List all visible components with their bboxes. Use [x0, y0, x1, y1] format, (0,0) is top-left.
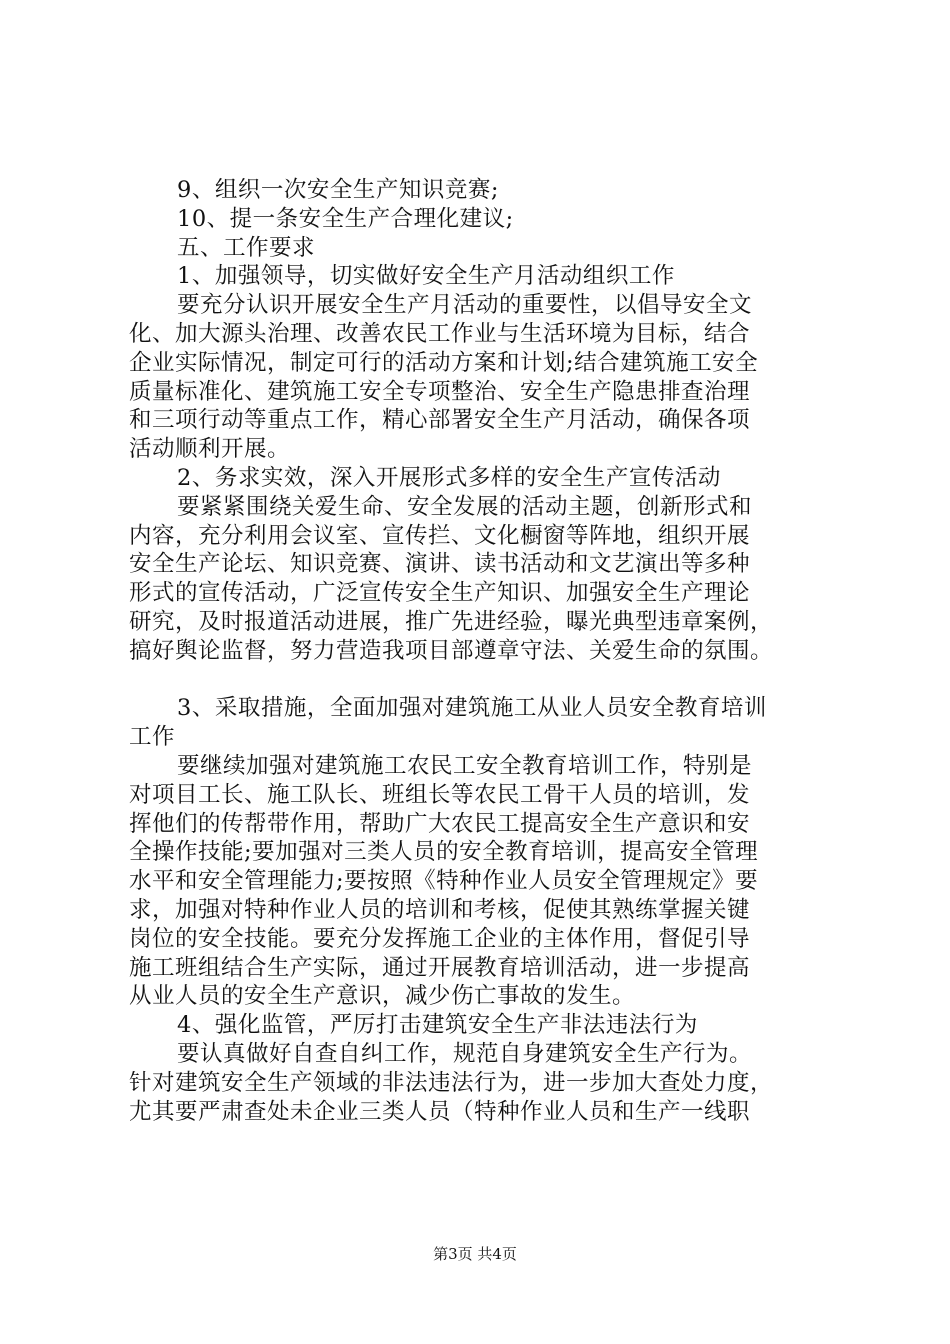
text-line: 针对建筑安全生产领域的非法违法行为，进一步加大查处力度， [129, 1069, 774, 1096]
text-line: 岗位的安全技能。要充分发挥施工企业的主体作用，督促引导 [129, 925, 751, 952]
text-line: 形式的宣传活动，广泛宣传安全生产知识、加强安全生产理论 [129, 580, 751, 607]
text-line: 9、组织一次安全生产知识竞赛; [177, 177, 499, 203]
text-line: 化、加大源头治理、改善农民工作业与生活环境为目标，结合 [129, 320, 751, 347]
text-line: 内容，充分利用会议室、宣传拦、文化橱窗等阵地，组织开展 [129, 522, 751, 549]
text-line: 水平和安全管理能力;要按照《特种作业人员安全管理规定》要 [129, 868, 759, 895]
text-line: 对项目工长、施工队长、班组长等农民工骨干人员的培训，发 [129, 781, 751, 808]
text-line: 活动顺利开展。 [129, 436, 291, 463]
text-line: 企业实际情况，制定可行的活动方案和计划;结合建筑施工安全 [129, 349, 759, 376]
text-line: 1、加强领导，切实做好安全生产月活动组织工作 [177, 263, 675, 290]
text-line: 工作 [129, 724, 176, 751]
text-line: 全操作技能;要加强对三类人员的安全教育培训，提高安全管理 [129, 839, 759, 866]
text-line: 施工班组结合生产实际，通过开展教育培训活动，进一步提高 [129, 954, 751, 981]
text-line: 求，加强对特种作业人员的培训和考核，促使其熟练掌握关键 [129, 896, 751, 923]
document-body [129, 176, 836, 1126]
text-line: 从业人员的安全生产意识，减少伤亡事故的发生。 [129, 983, 636, 1010]
text-line: 10、提一条安全生产合理化建议; [177, 205, 514, 232]
text-line: 搞好舆论监督，努力营造我项目部遵章守法、关爱生命的氛围。 [129, 637, 774, 664]
text-line: 2、务求实效，深入开展形式多样的安全生产宣传活动 [177, 464, 721, 491]
blank-line [129, 666, 836, 695]
page-footer: 第3页 共4页 [433, 1245, 517, 1263]
text-line: 要紧紧围绕关爱生命、安全发展的活动主题，创新形式和 [177, 493, 753, 520]
text-line: 要继续加强对建筑施工农民工安全教育培训工作，特别是 [177, 752, 753, 779]
text-line: 研究，及时报道活动进展，推广先进经验，曝光典型违章案例， [129, 608, 774, 635]
text-line: 五、工作要求 [177, 234, 316, 261]
text-line: 4、强化监管，严厉打击建筑安全生产非法违法行为 [177, 1012, 698, 1039]
text-line: 3、采取措施，全面加强对建筑施工从业人员安全教育培训 [177, 695, 767, 722]
text-line: 要充分认识开展安全生产月活动的重要性，以倡导安全文 [177, 292, 753, 319]
text-line: 挥他们的传帮带作用，帮助广大农民工提高安全生产意识和安 [129, 810, 751, 837]
text-line: 尤其要严肃查处未企业三类人员（特种作业人员和生产一线职 [129, 1098, 751, 1125]
text-line: 和三项行动等重点工作，精心部署安全生产月活动，确保各项 [129, 407, 751, 434]
text-line: 质量标准化、建筑施工安全专项整治、安全生产隐患排查治理 [129, 378, 751, 405]
text-line: 安全生产论坛、知识竞赛、演讲、读书活动和文艺演出等多种 [129, 551, 751, 578]
text-line: 要认真做好自查自纠工作，规范自身建筑安全生产行为。 [177, 1040, 753, 1067]
